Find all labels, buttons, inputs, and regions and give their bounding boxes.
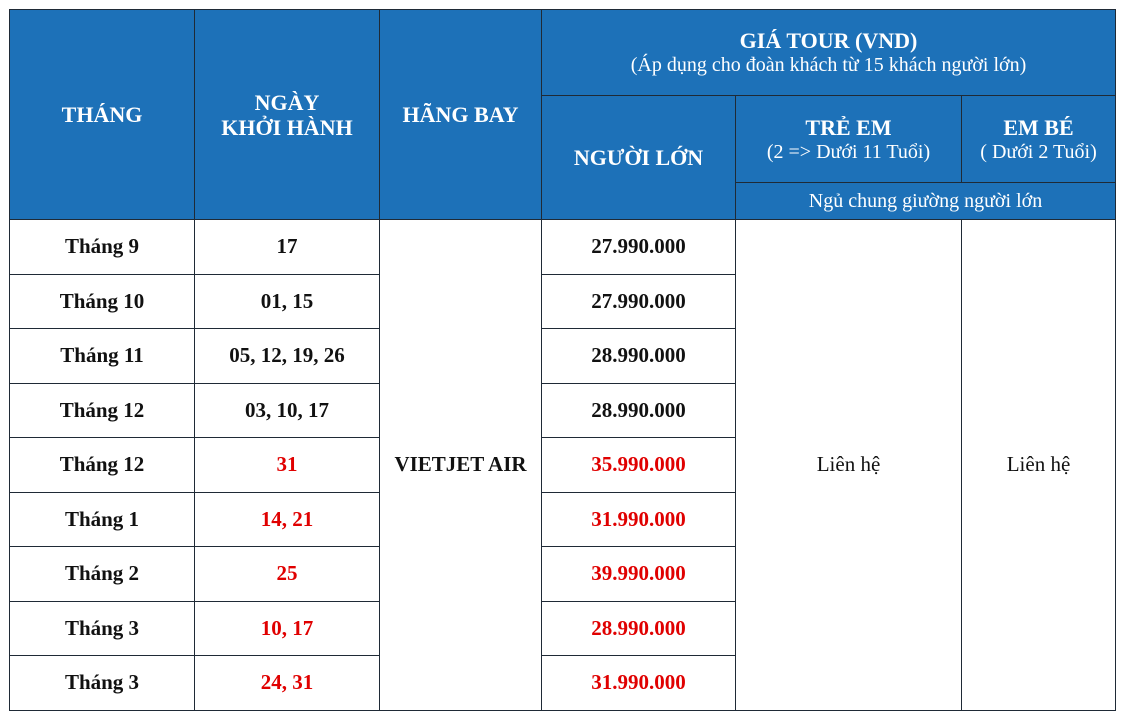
header-adult-label: NGƯỜI LỚN: [573, 145, 704, 170]
dates-cell: 14, 21: [195, 492, 380, 547]
adult-price-cell: 27.990.000: [542, 274, 736, 329]
header-price-title: GIÁ TOUR (VND): [739, 28, 918, 53]
dates-cell: 03, 10, 17: [195, 383, 380, 438]
tour-price-table: [9, 9, 1116, 711]
adult-price-cell: 28.990.000: [542, 601, 736, 656]
header-baby: [962, 96, 1116, 183]
header-price-group: [542, 10, 1116, 96]
month-cell: Tháng 9: [10, 220, 195, 275]
header-child-sub: (2 => Dưới 11 Tuổi): [766, 140, 931, 163]
month-cell: Tháng 1: [10, 492, 195, 547]
header-shared-bed-note-label: Ngủ chung giường người lớn: [808, 189, 1043, 212]
dates-cell: 05, 12, 19, 26: [195, 329, 380, 384]
adult-price-cell: 28.990.000: [542, 329, 736, 384]
adult-price-cell: 31.990.000: [542, 492, 736, 547]
header-shared-bed-note: [736, 183, 1116, 220]
month-cell: Tháng 11: [10, 329, 195, 384]
month-cell: Tháng 3: [10, 656, 195, 711]
month-cell: Tháng 3: [10, 601, 195, 656]
header-month-label: THÁNG: [61, 102, 143, 127]
header-departure: [195, 10, 380, 220]
dates-cell: 17: [195, 220, 380, 275]
adult-price-cell: 31.990.000: [542, 656, 736, 711]
header-airline-label: HÃNG BAY: [402, 102, 519, 127]
month-cell: Tháng 10: [10, 274, 195, 329]
dates-cell: 25: [195, 547, 380, 602]
month-cell: Tháng 2: [10, 547, 195, 602]
header-child-title: TRẺ EM: [805, 114, 892, 140]
header-price-subtitle: (Áp dụng cho đoàn khách từ 15 khách người lớn): [630, 54, 1027, 76]
adult-price-cell: 27.990.000: [542, 220, 736, 275]
month-cell: Tháng 12: [10, 438, 195, 493]
header-departure-line2: KHỞI HÀNH: [221, 114, 353, 140]
header-baby-title: EM BÉ: [1003, 114, 1074, 140]
header-child: [736, 96, 962, 183]
month-cell: Tháng 12: [10, 383, 195, 438]
adult-price-cell: 35.990.000: [542, 438, 736, 493]
dates-cell: 10, 17: [195, 601, 380, 656]
adult-price-cell: 28.990.000: [542, 383, 736, 438]
child-price-cell: Liên hệ: [736, 220, 962, 711]
header-airline: [380, 10, 542, 220]
dates-cell: 31: [195, 438, 380, 493]
header-departure-line1: NGÀY: [254, 89, 320, 115]
header-adult: [542, 96, 736, 220]
adult-price-cell: 39.990.000: [542, 547, 736, 602]
header-month: [10, 10, 195, 220]
dates-cell: 01, 15: [195, 274, 380, 329]
table-row: [10, 220, 1116, 275]
baby-price-cell: Liên hệ: [962, 220, 1116, 711]
dates-cell: 24, 31: [195, 656, 380, 711]
header-baby-sub: ( Dưới 2 Tuổi): [980, 140, 1097, 163]
airline-cell: VIETJET AIR: [380, 220, 542, 711]
